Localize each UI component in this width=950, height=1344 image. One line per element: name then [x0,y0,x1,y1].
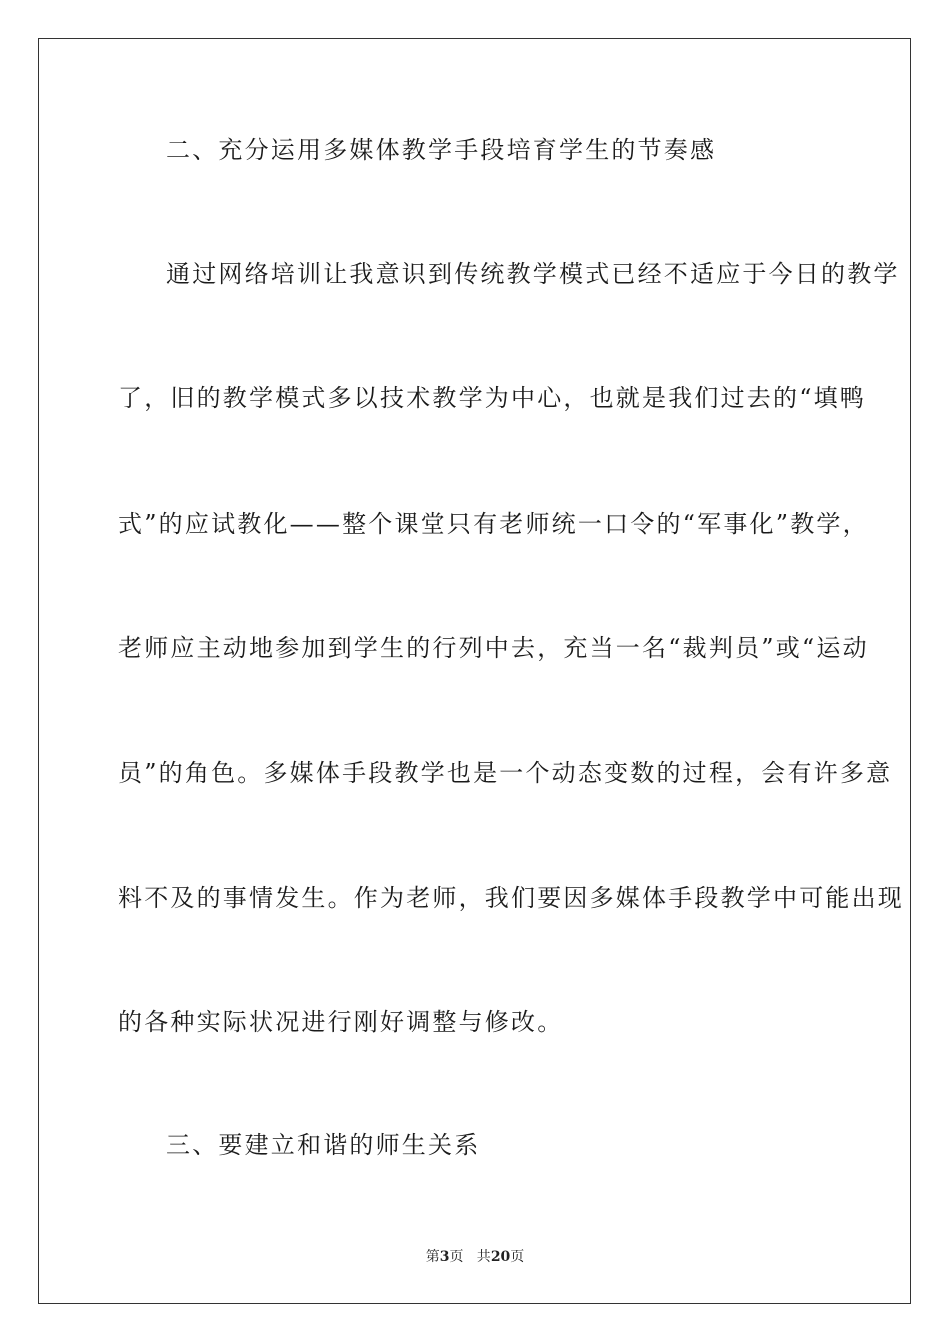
section-heading-2: 二、充分运用多媒体教学手段培育学生的节奏感 [166,136,717,164]
paragraph-line: 员”的角色。多媒体手段教学也是一个动态变数的过程，会有许多意 [118,759,893,787]
page-border [38,38,911,1304]
section-heading-3: 三、要建立和谐的师生关系 [166,1131,481,1159]
paragraph-line: 的各种实际状况进行刚好调整与修改。 [118,1008,564,1036]
paragraph-line: 了，旧的教学模式多以技术教学为中心，也就是我们过去的“填鸭 [118,384,867,412]
paragraph-line: 老师应主动地参加到学生的行列中去，充当一名“裁判员”或“运动 [118,634,869,662]
footer-page-number: 3 [439,1249,450,1265]
footer-mid: 页 共 [449,1249,491,1265]
page-footer [0,1248,950,1266]
footer-prefix: 第 [425,1249,440,1265]
paragraph-line: 料不及的事情发生。作为老师，我们要因多媒体手段教学中可能出现 [118,884,904,912]
paragraph-line: 式”的应试教化——整个课堂只有老师统一口令的“军事化”教学， [118,510,869,538]
paragraph-line: 通过网络培训让我意识到传统教学模式已经不适应于今日的教学 [166,260,900,288]
footer-total-pages: 20 [490,1249,511,1265]
footer-suffix: 页 [510,1249,525,1265]
